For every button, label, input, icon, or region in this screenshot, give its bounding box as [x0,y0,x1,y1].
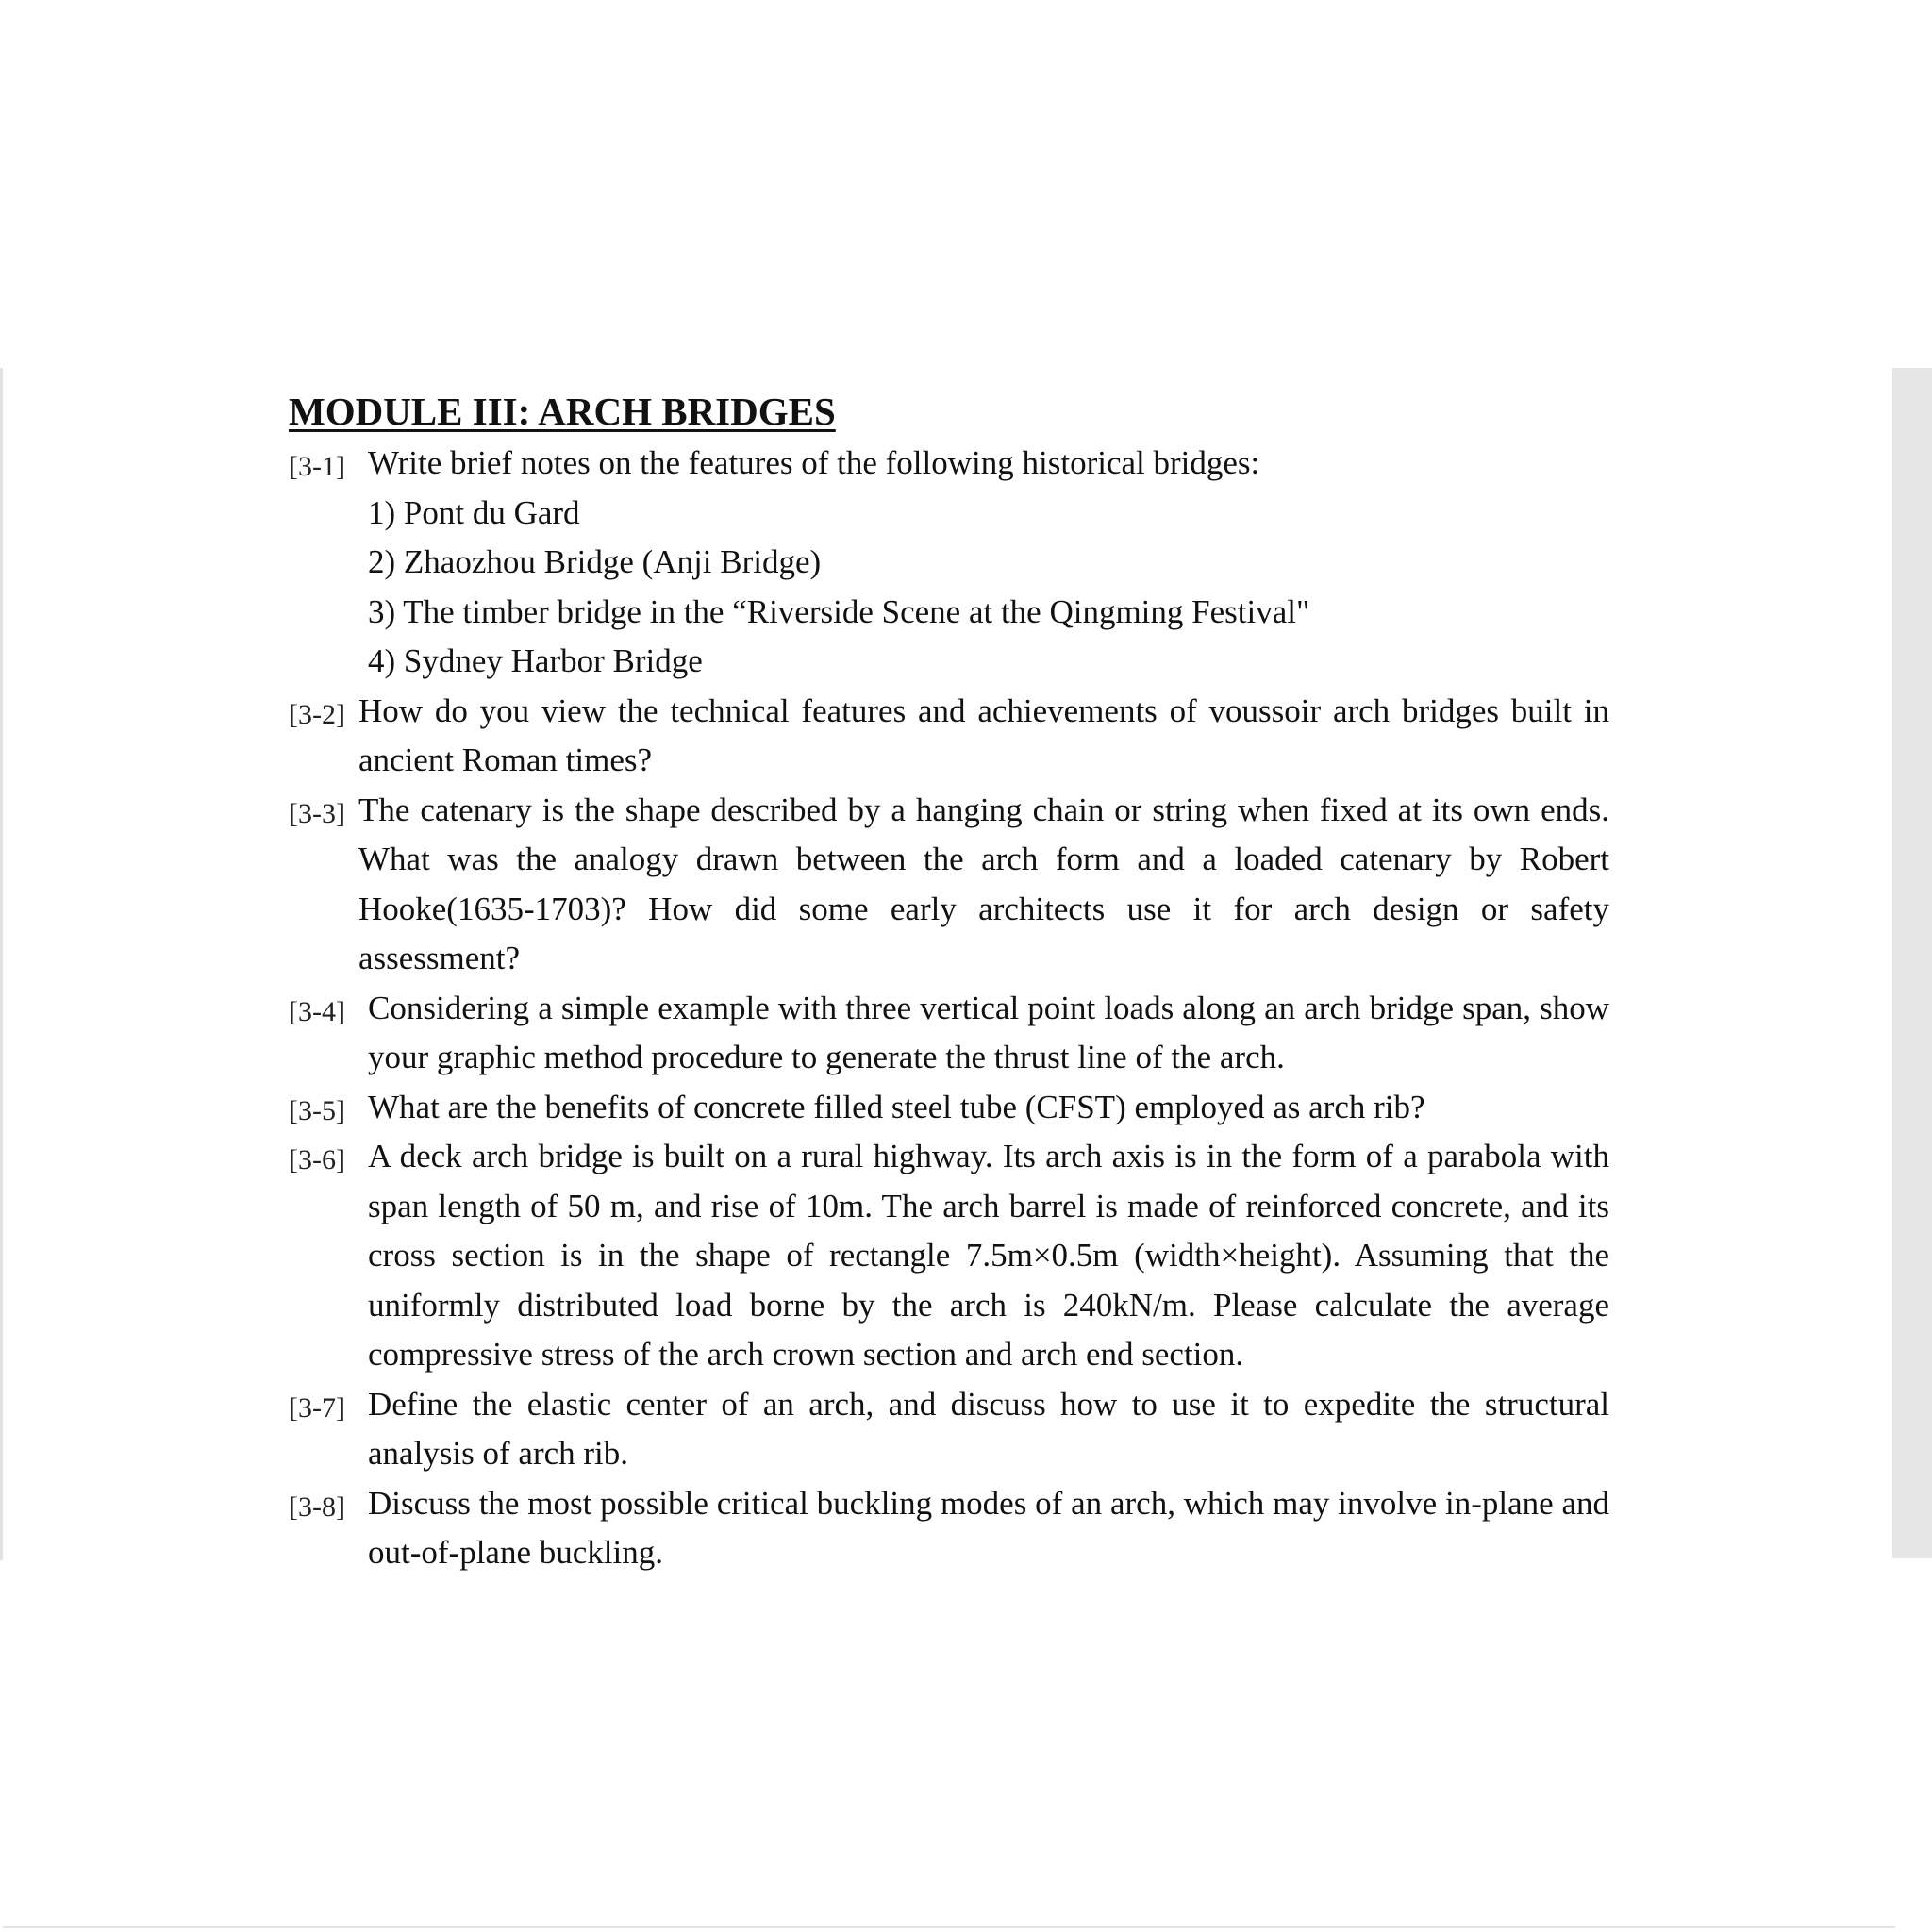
question-label: [3-7] [289,1391,345,1424]
module-title: MODULE III: ARCH BRIDGES [289,390,836,433]
question-3-5 [289,1083,1609,1133]
list-item: 2) Zhaozhou Bridge (Anji Bridge) [368,543,822,580]
question-text: The catenary is the shape described by a hanging chain or string when fixed at its own ends. What was the analogy drawn between the arch form and a loaded catenary by Robert Hooke(1635-1703)? How did some early architects use it for arch design or safety assessment? [358,791,1609,976]
question-text: Considering a simple example with three vertical point loads along an arch bridge span, show your graphic method procedure to generate the thrust line of the arch. [368,989,1609,1075]
question-label: [3-3] [289,797,345,829]
list-item: 3) The timber bridge in the “Riverside Scene at the Qingming Festival" [368,592,1310,630]
question-3-7 [289,1380,1609,1479]
question-text: How do you view the technical features and achievements of voussoir arch bridges built in ancient Roman times? [358,691,1609,778]
question-label: [3-2] [289,698,345,730]
question-text: Define the elastic center of an arch, and discuss how to use it to expedite the structural analysis of arch rib. [368,1385,1609,1472]
question-label: [3-4] [289,995,345,1027]
document-content [289,387,1609,1578]
question-3-2 [289,687,1609,786]
question-3-4 [289,984,1609,1083]
question-3-3 [289,786,1609,984]
question-3-1 [289,439,1609,489]
question-text: A deck arch bridge is built on a rural highway. Its arch axis is in the form of a parabola with span length of 50 m, and rise of 10m. The arch barrel is made of reinforced concrete, and its cross section is in the shape of rectangle 7.5m×0.5m (width×height). Assuming that the uniformly distributed load borne by the arch is 240kN/m. Please calculate the average compressive stress of the arch crown section and arch end section. [368,1138,1609,1373]
question-text: Write brief notes on the features of the following historical bridges: [368,444,1260,481]
question-label: [3-8] [289,1491,345,1523]
historical-bridges-list [289,489,1609,687]
list-item: 4) Sydney Harbor Bridge [368,642,703,679]
question-3-6 [289,1132,1609,1380]
question-label: [3-6] [289,1144,345,1175]
question-text: Discuss the most possible critical buckling modes of an arch, which may involve in-plane and out-of-plane buckling. [368,1484,1609,1571]
question-label: [3-5] [289,1094,345,1126]
list-item: 1) Pont du Gard [368,493,580,531]
document-bottom-edge [3,1926,1895,1928]
question-3-8 [289,1479,1609,1578]
question-text: What are the benefits of concrete filled steel tube (CFST) employed as arch rib? [368,1088,1425,1125]
question-label: [3-1] [289,451,345,482]
side-margin-strip [1892,368,1932,1558]
